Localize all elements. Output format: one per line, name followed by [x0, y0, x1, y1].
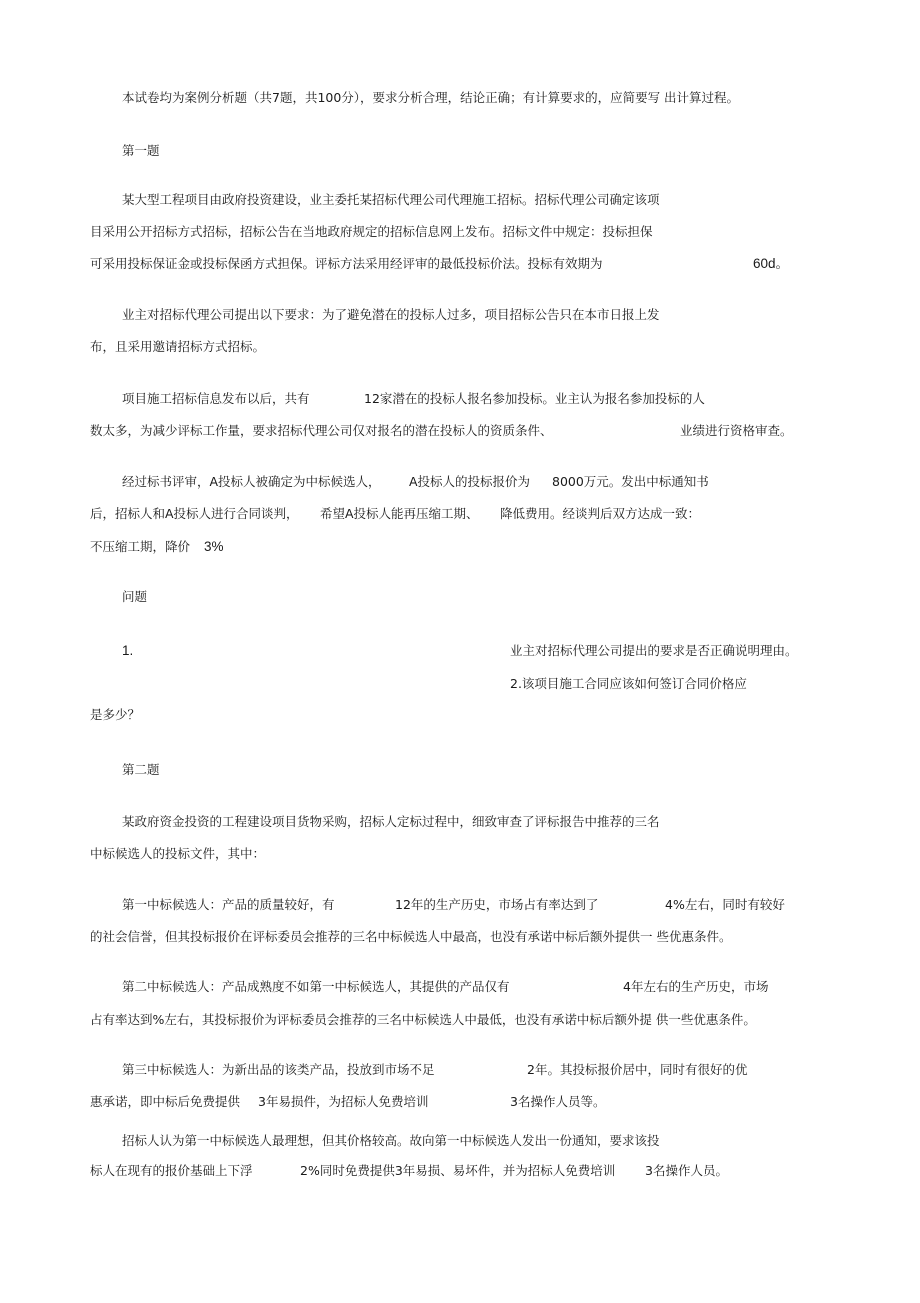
paragraph-segment: 12家潜在的投标人报名参加投标。业主认为报名参加投标的人	[364, 391, 705, 406]
paragraph-line: 的社会信誉，但其投标报价在评标委员会推荐的三名中标候选人中最高，也没有承诺中标后额外提供一 些优惠条件。	[90, 929, 732, 944]
question-text: 是多少？	[90, 707, 141, 722]
paragraph-line: 第二中标候选人：产品成熟度不如第一中标候选人，其提供的产品仅有	[122, 979, 510, 994]
paragraph-line: 第一中标候选人：产品的质量较好，有	[122, 897, 335, 912]
question-1-heading: 第一题	[122, 143, 160, 158]
paragraph-line: 业主对招标代理公司提出以下要求：为了避免潜在的投标人过多，项目招标公告只在本市日报上发	[122, 307, 660, 322]
paragraph-line: 第三中标候选人：为新出品的该类产品，投放到市场不足	[122, 1062, 435, 1077]
paragraph-line: 可采用投标保证金或投标保函方式担保。评标方法采用经评审的最低投标价法。投标有效期为	[90, 256, 603, 271]
paragraph-segment: 3名操作人员。	[645, 1163, 728, 1178]
question-number: 1.	[122, 643, 134, 658]
paragraph-line: 不压缩工期，降价	[90, 539, 191, 554]
paragraph-segment: 3名操作人员等。	[510, 1094, 606, 1109]
paragraph-line: 后，招标人和A投标人进行合同谈判，	[90, 506, 299, 521]
paragraph-line: 布，且采用邀请招标方式招标。	[90, 339, 266, 354]
paragraph-line: 中标候选人的投标文件，其中：	[90, 846, 266, 861]
discount-rate: 3%	[204, 539, 224, 554]
paragraph-segment: 4年左右的生产历史，市场	[623, 979, 769, 994]
question-text: 业主对招标代理公司提出的要求是否正确说明理由。	[510, 643, 798, 658]
paragraph-segment: 希望A投标人能再压缩工期、	[320, 506, 479, 521]
paragraph-line: 目采用公开招标方式招标，招标公告在当地政府规定的招标信息网上发布。招标文件中规定：投标担保	[90, 224, 653, 239]
paragraph-line: 经过标书评审，A投标人被确定为中标候选人，	[122, 474, 381, 489]
paragraph-segment: 12年的生产历史，市场占有率达到了	[395, 897, 599, 912]
paragraph-line: 惠承诺，即中标后免费提供	[90, 1094, 241, 1109]
paragraph-line: 占有率达到%左右，其投标报价为评标委员会推荐的三名中标候选人中最低，也没有承诺中标后额外提 供一些优惠条件。	[90, 1012, 756, 1027]
paragraph-segment: 2%同时免费提供3年易损、易坏件，并为招标人免费培训	[300, 1163, 616, 1178]
paragraph-segment: 3年易损件，为招标人免费培训	[258, 1094, 429, 1109]
question-text: 2.该项目施工合同应该如何签订合同价格应	[510, 676, 747, 691]
paragraph-line: 某政府资金投资的工程建设项目货物采购，招标人定标过程中，细致审查了评标报告中推荐的三名	[122, 814, 660, 829]
validity-period: 60d。	[753, 256, 790, 271]
questions-heading: 问题	[122, 589, 148, 604]
paragraph-segment: 2年。其投标报价居中，同时有很好的优	[527, 1062, 748, 1077]
paragraph-line: 标人在现有的报价基础上下浮	[90, 1163, 253, 1178]
paragraph-line: 招标人认为第一中标候选人最理想，但其价格较高。故向第一中标候选人发出一份通知，要求该投	[122, 1133, 660, 1148]
paragraph-segment: 4%左右，同时有较好	[665, 897, 785, 912]
paragraph-segment: A投标人的投标报价为	[409, 474, 531, 489]
paragraph-line: 某大型工程项目由政府投资建设，业主委托某招标代理公司代理施工招标。招标代理公司确定该项	[122, 192, 660, 207]
paragraph-segment: 降低费用。经谈判后双方达成一致：	[500, 506, 701, 521]
paragraph-segment: 业绩进行资格审查。	[680, 423, 793, 438]
question-2-heading: 第二题	[122, 762, 160, 777]
paragraph-line: 项目施工招标信息发布以后，共有	[122, 391, 310, 406]
bid-amount: 8000万元。发出中标通知书	[552, 474, 709, 489]
paragraph-line: 数太多，为减少评标工作量，要求招标代理公司仅对报名的潜在投标人的资质条件、	[90, 423, 553, 438]
exam-instructions: 本试卷均为案例分析题（共7题，共100分），要求分析合理，结论正确；有计算要求的，应简要写 出计算过程。	[122, 90, 740, 105]
